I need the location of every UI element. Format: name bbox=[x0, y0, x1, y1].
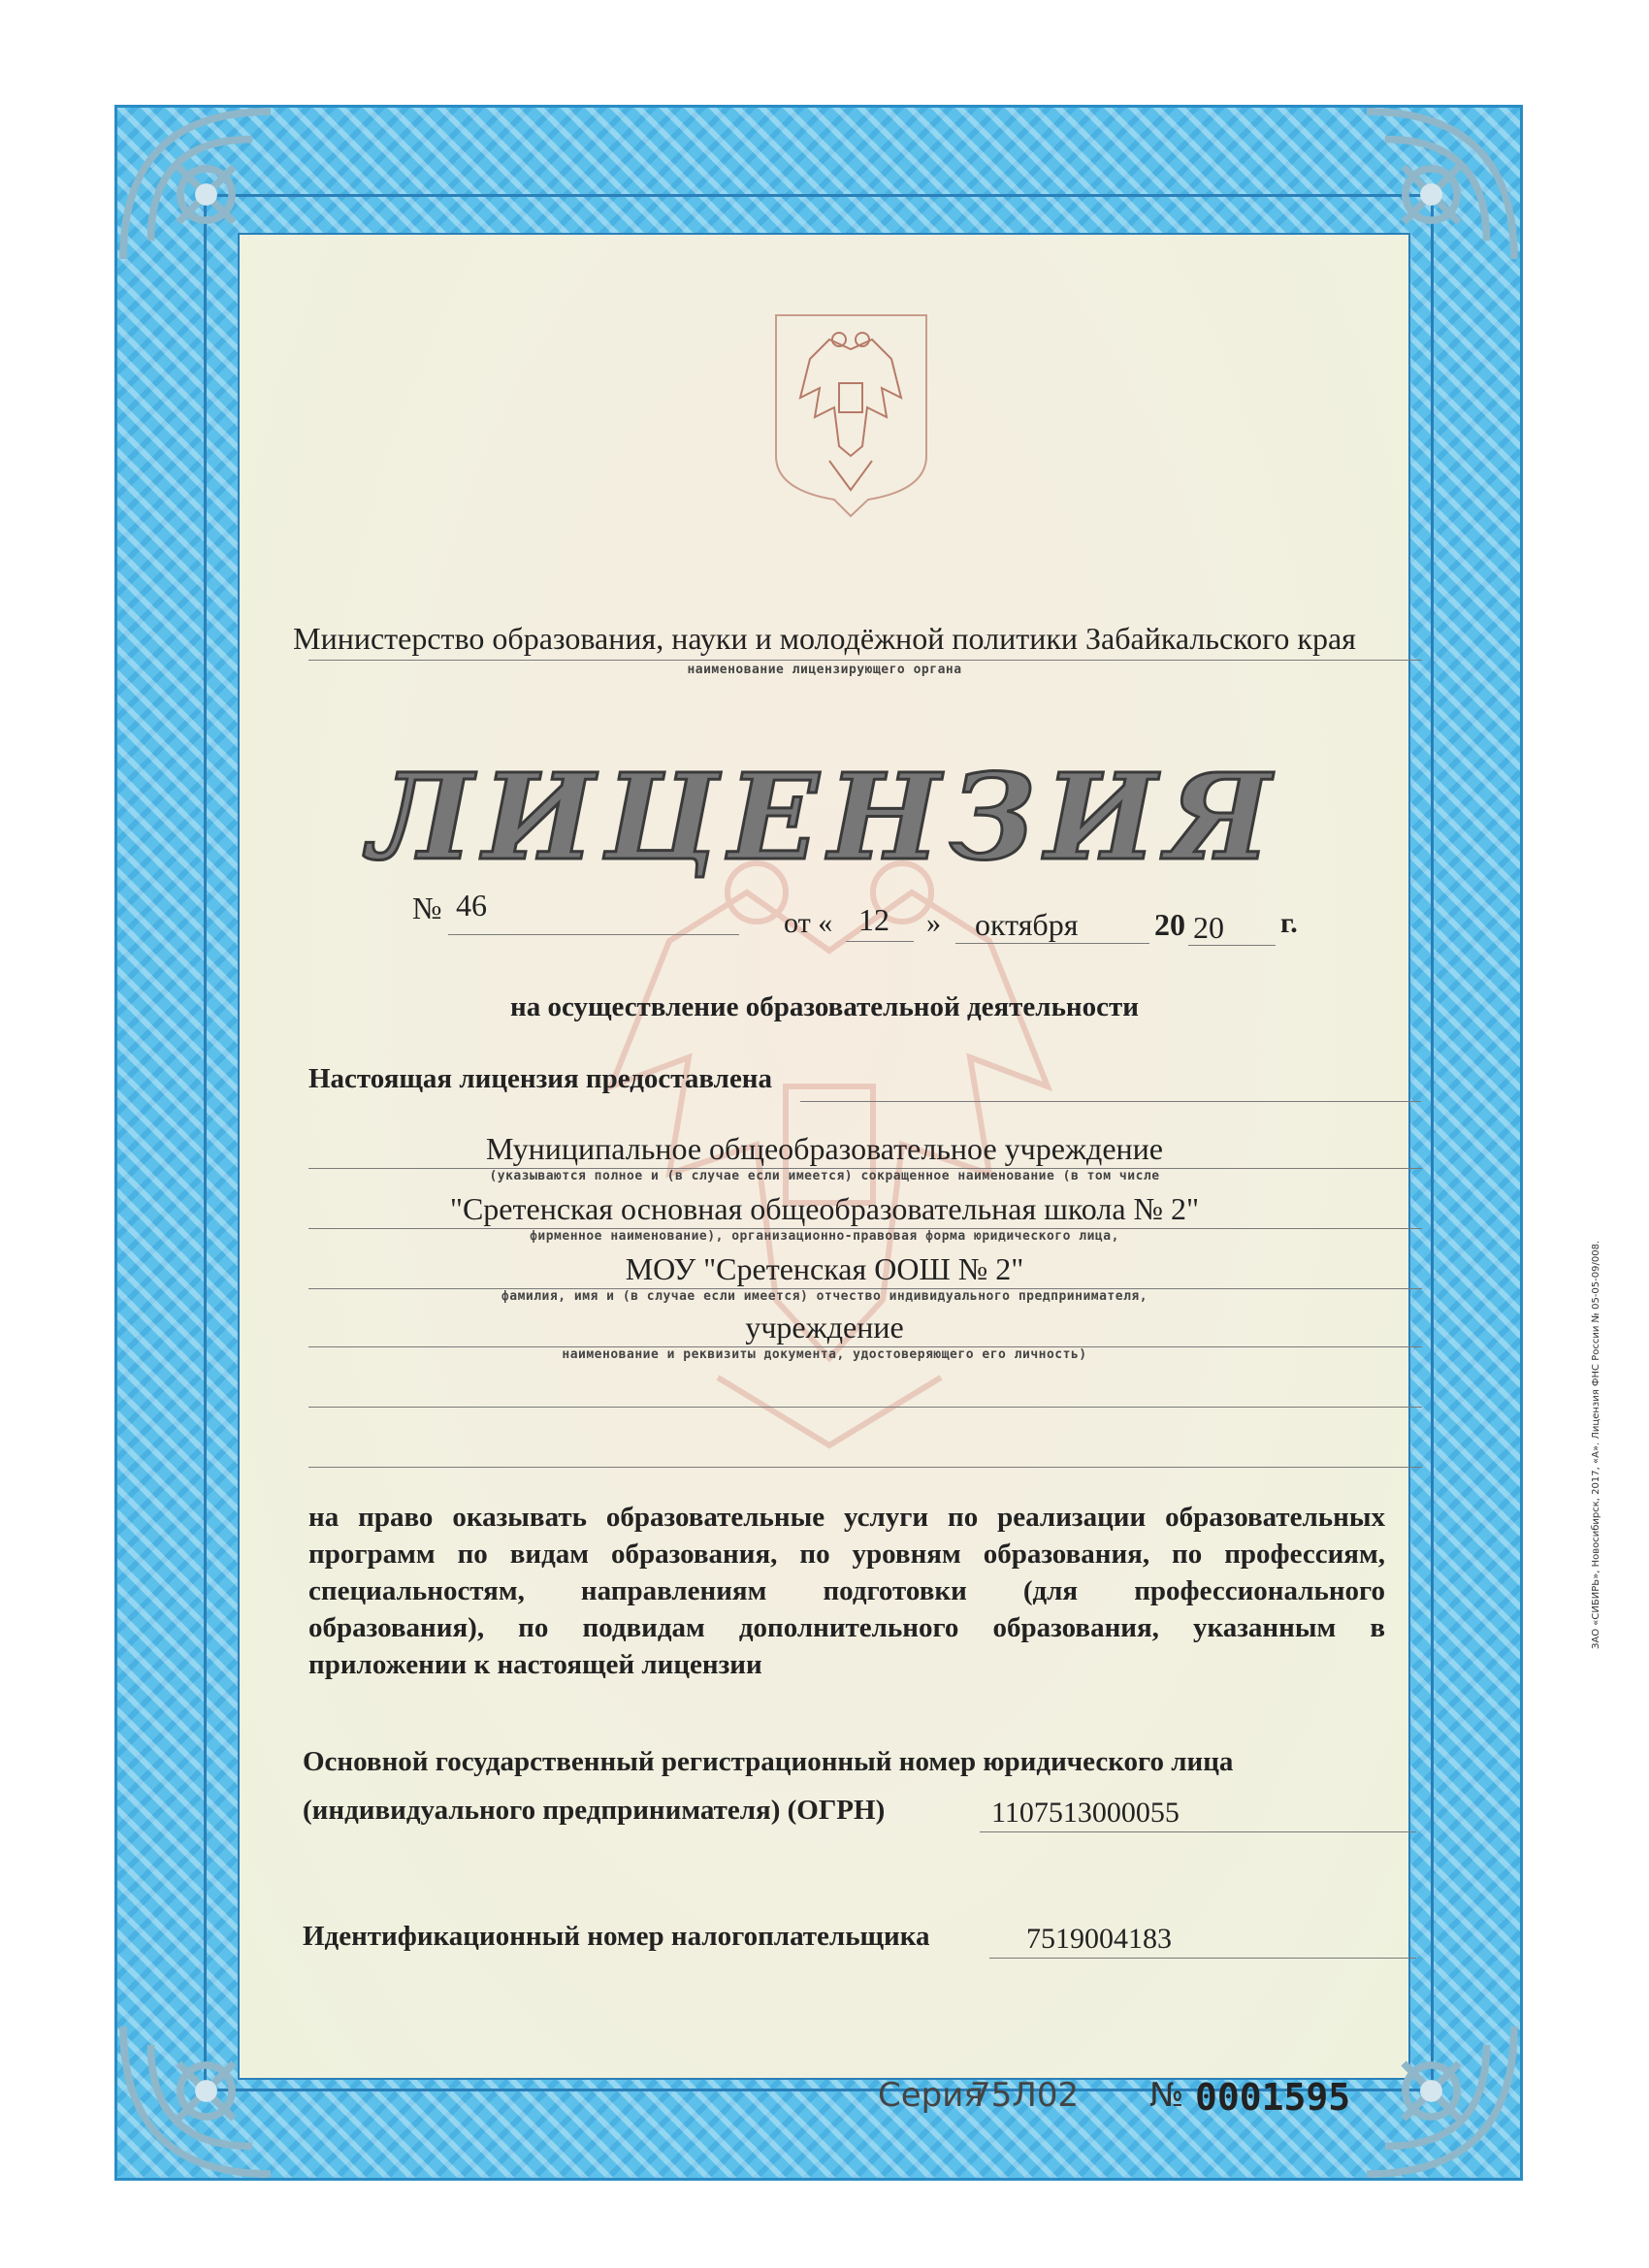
series-value: 75Л02 bbox=[970, 2076, 1080, 2115]
date-from-label: от « bbox=[784, 907, 833, 939]
inn-value: 7519004183 bbox=[1026, 1923, 1172, 1955]
corner-ornament-icon bbox=[1348, 93, 1533, 277]
licensee-line-2: "Сретенская основная общеобразовательная школа № 2" bbox=[449, 1191, 1200, 1226]
ogrn-underline bbox=[980, 1831, 1416, 1832]
license-number: 46 bbox=[456, 888, 487, 923]
licensee-caption-1: (указываются полное и (в случае если имеется) сокращенное наименование (в том числе bbox=[489, 1169, 1160, 1183]
printer-side-note: ЗАО «СИБИРЬ», Новосибирск, 2017, «А». Лицензия ФНС России № 05-05-09/008. bbox=[1591, 1240, 1601, 1649]
inn-label: Идентификационный номер налогоплательщика bbox=[303, 1921, 930, 1952]
day-underline bbox=[846, 941, 914, 942]
authority-caption: наименование лицензирующего органа bbox=[687, 663, 962, 677]
licensee-line-1: Муниципальное общеобразовательное учреждение bbox=[486, 1131, 1163, 1166]
licensee-line-3: МОУ "Сретенская ООШ № 2" bbox=[625, 1251, 1024, 1286]
licensing-authority: Министерство образования, науки и молодёжной политики Забайкальского края bbox=[293, 621, 1356, 656]
coat-of-arms-icon bbox=[771, 310, 931, 519]
blank-underline bbox=[308, 1407, 1422, 1408]
license-number-label: № bbox=[412, 891, 442, 925]
corner-ornament-icon bbox=[1348, 2008, 1533, 2192]
licensee-caption-2: фирменное наименование), организационно-правовая форма юридического лица, bbox=[530, 1229, 1119, 1244]
granted-to-label: Настоящая лицензия предоставлена bbox=[308, 1063, 773, 1094]
year-suffix: 20 bbox=[1193, 910, 1224, 945]
rights-paragraph bbox=[308, 1499, 1385, 1683]
license-number-underline bbox=[448, 934, 739, 935]
ogrn-label-line-2: (индивидуального предпринимателя) (ОГРН) bbox=[303, 1795, 886, 1826]
license-month: октября bbox=[975, 907, 1079, 942]
licensee-caption-4: наименование и реквизиты документа, удостоверяющего его личность) bbox=[562, 1347, 1087, 1362]
series-label: Серия bbox=[878, 2076, 984, 2115]
rights-line: программ по видам образования, по уровням образования, по профессиям, bbox=[308, 1539, 1385, 1570]
blank-number: 0001595 bbox=[1195, 2076, 1351, 2119]
blank-number-label: № bbox=[1149, 2076, 1184, 2115]
ogrn-value: 1107513000055 bbox=[991, 1797, 1180, 1829]
year-label: г. bbox=[1280, 907, 1298, 939]
inn-underline bbox=[989, 1958, 1416, 1959]
corner-ornament-icon bbox=[105, 93, 289, 277]
rights-line: приложении к настоящей лицензии bbox=[308, 1649, 762, 1680]
granted-to-underline bbox=[800, 1101, 1421, 1102]
date-close-quote: » bbox=[926, 907, 941, 939]
rights-line: образования), по подвидам дополнительного образования, указанным в bbox=[308, 1612, 1385, 1643]
licensee-caption-3: фамилия, имя и (в случае если имеется) отчество индивидуального предпринимателя, bbox=[501, 1289, 1148, 1304]
authority-underline bbox=[308, 660, 1422, 661]
corner-ornament-icon bbox=[105, 2008, 289, 2192]
rights-line: специальностям, направлениям подготовки (для профессионального bbox=[308, 1575, 1385, 1606]
year-prefix: 20 bbox=[1154, 907, 1185, 942]
rights-line: на право оказывать образовательные услуги по реализации образовательных bbox=[308, 1502, 1385, 1533]
licensee-line-4: учреждение bbox=[745, 1310, 904, 1345]
year-underline bbox=[1188, 945, 1276, 946]
license-purpose: на осуществление образовательной деятельности bbox=[510, 991, 1139, 1022]
blank-underline bbox=[308, 1467, 1422, 1468]
document-title: ЛИЦЕНЗИЯ bbox=[368, 747, 1281, 887]
license-day: 12 bbox=[858, 902, 889, 937]
month-underline bbox=[955, 943, 1149, 944]
ogrn-label-line-1: Основной государственный регистрационный номер юридического лица bbox=[303, 1746, 1234, 1777]
